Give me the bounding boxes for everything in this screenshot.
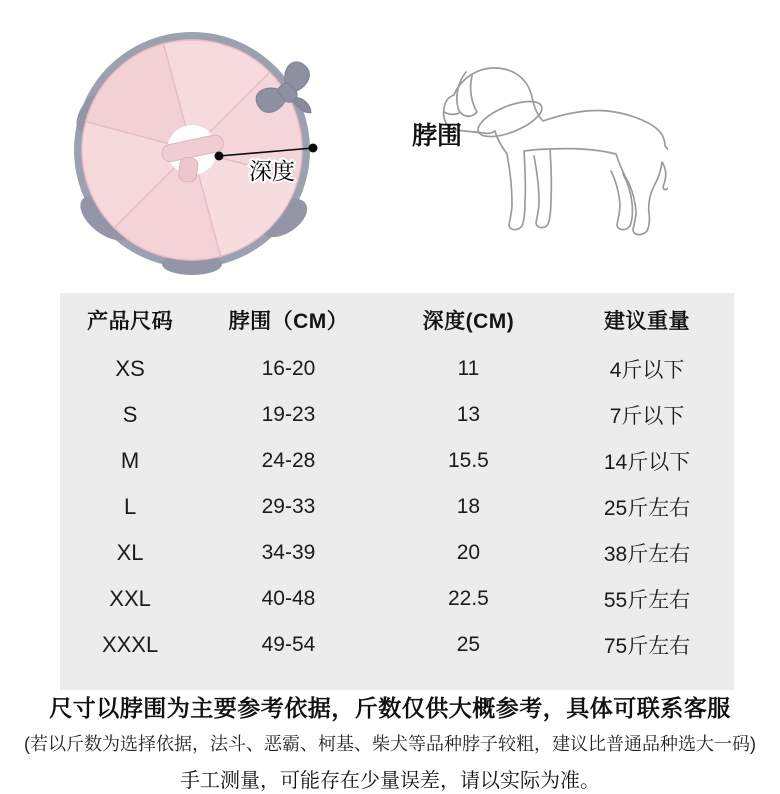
cell-neck: 34-39 — [261, 541, 316, 564]
header-product-size: 产品尺码 — [87, 309, 174, 333]
table-row-s — [60, 392, 734, 438]
cell-size: L — [123, 494, 137, 519]
table-row-m — [60, 438, 734, 484]
dog-measurement-diagram — [398, 52, 668, 257]
cell-size: XL — [116, 540, 144, 565]
cell-weight: 55斤左右 — [603, 589, 691, 612]
cell-weight: 4斤以下 — [609, 359, 685, 382]
neck-girth-ring — [474, 94, 547, 144]
neck-girth-label: 脖围 — [412, 122, 463, 150]
cell-neck: 16-20 — [261, 357, 316, 380]
cell-weight: 25斤左右 — [603, 497, 691, 520]
header-neck-girth: 脖围（CM） — [228, 309, 349, 333]
cell-weight: 14斤以下 — [603, 451, 691, 474]
depth-label: 深度 — [249, 158, 295, 184]
cell-size: XS — [115, 356, 145, 381]
cell-size: XXL — [109, 586, 151, 611]
cell-depth: 25 — [456, 633, 481, 656]
footnotes — [0, 695, 780, 793]
size-table-header-row — [60, 293, 734, 346]
collar-product-photo — [70, 28, 320, 278]
note-measure-disclaimer: 手工测量，可能存在少量误差，请以实际为准。 — [180, 769, 600, 792]
cell-depth: 18 — [456, 495, 481, 518]
collar-illustration — [70, 28, 320, 278]
collar-strap — [178, 157, 199, 183]
cell-weight: 7斤以下 — [609, 405, 685, 428]
cell-depth: 15.5 — [447, 449, 489, 472]
table-row-xxl — [60, 576, 734, 622]
note-main: 尺寸以脖围为主要参考依据，斤数仅供大概参考，具体可联系客服 — [49, 695, 731, 721]
table-row-xl — [60, 530, 734, 576]
header-depth: 深度(CM) — [422, 309, 515, 333]
cell-weight: 75斤左右 — [603, 635, 691, 658]
cell-size: S — [122, 402, 138, 427]
table-row-l — [60, 484, 734, 530]
note-breed-advice: (若以斤数为选择依据，法斗、恶霸、柯基、柴犬等品种脖子较粗，建议比普通品种选大一码) — [24, 733, 756, 754]
cell-neck: 40-48 — [261, 587, 316, 610]
cell-depth: 20 — [456, 541, 481, 564]
cell-neck: 29-33 — [261, 495, 316, 518]
header-suggested-weight: 建议重量 — [604, 309, 691, 333]
cell-size: XXXL — [101, 632, 159, 657]
cell-weight: 38斤左右 — [603, 543, 691, 566]
table-row-xs — [60, 346, 734, 392]
cell-depth: 22.5 — [447, 587, 489, 610]
table-row-xxxl — [60, 622, 734, 668]
cell-neck: 24-28 — [261, 449, 316, 472]
cell-size: M — [120, 448, 140, 473]
cell-depth: 13 — [456, 403, 481, 426]
cell-neck: 49-54 — [261, 633, 316, 656]
dog-outline-illustration — [398, 52, 668, 257]
cell-depth: 11 — [457, 357, 480, 380]
cell-neck: 19-23 — [261, 403, 316, 426]
size-table-panel — [60, 293, 734, 690]
dog-outline — [444, 68, 668, 235]
size-table — [60, 293, 734, 668]
